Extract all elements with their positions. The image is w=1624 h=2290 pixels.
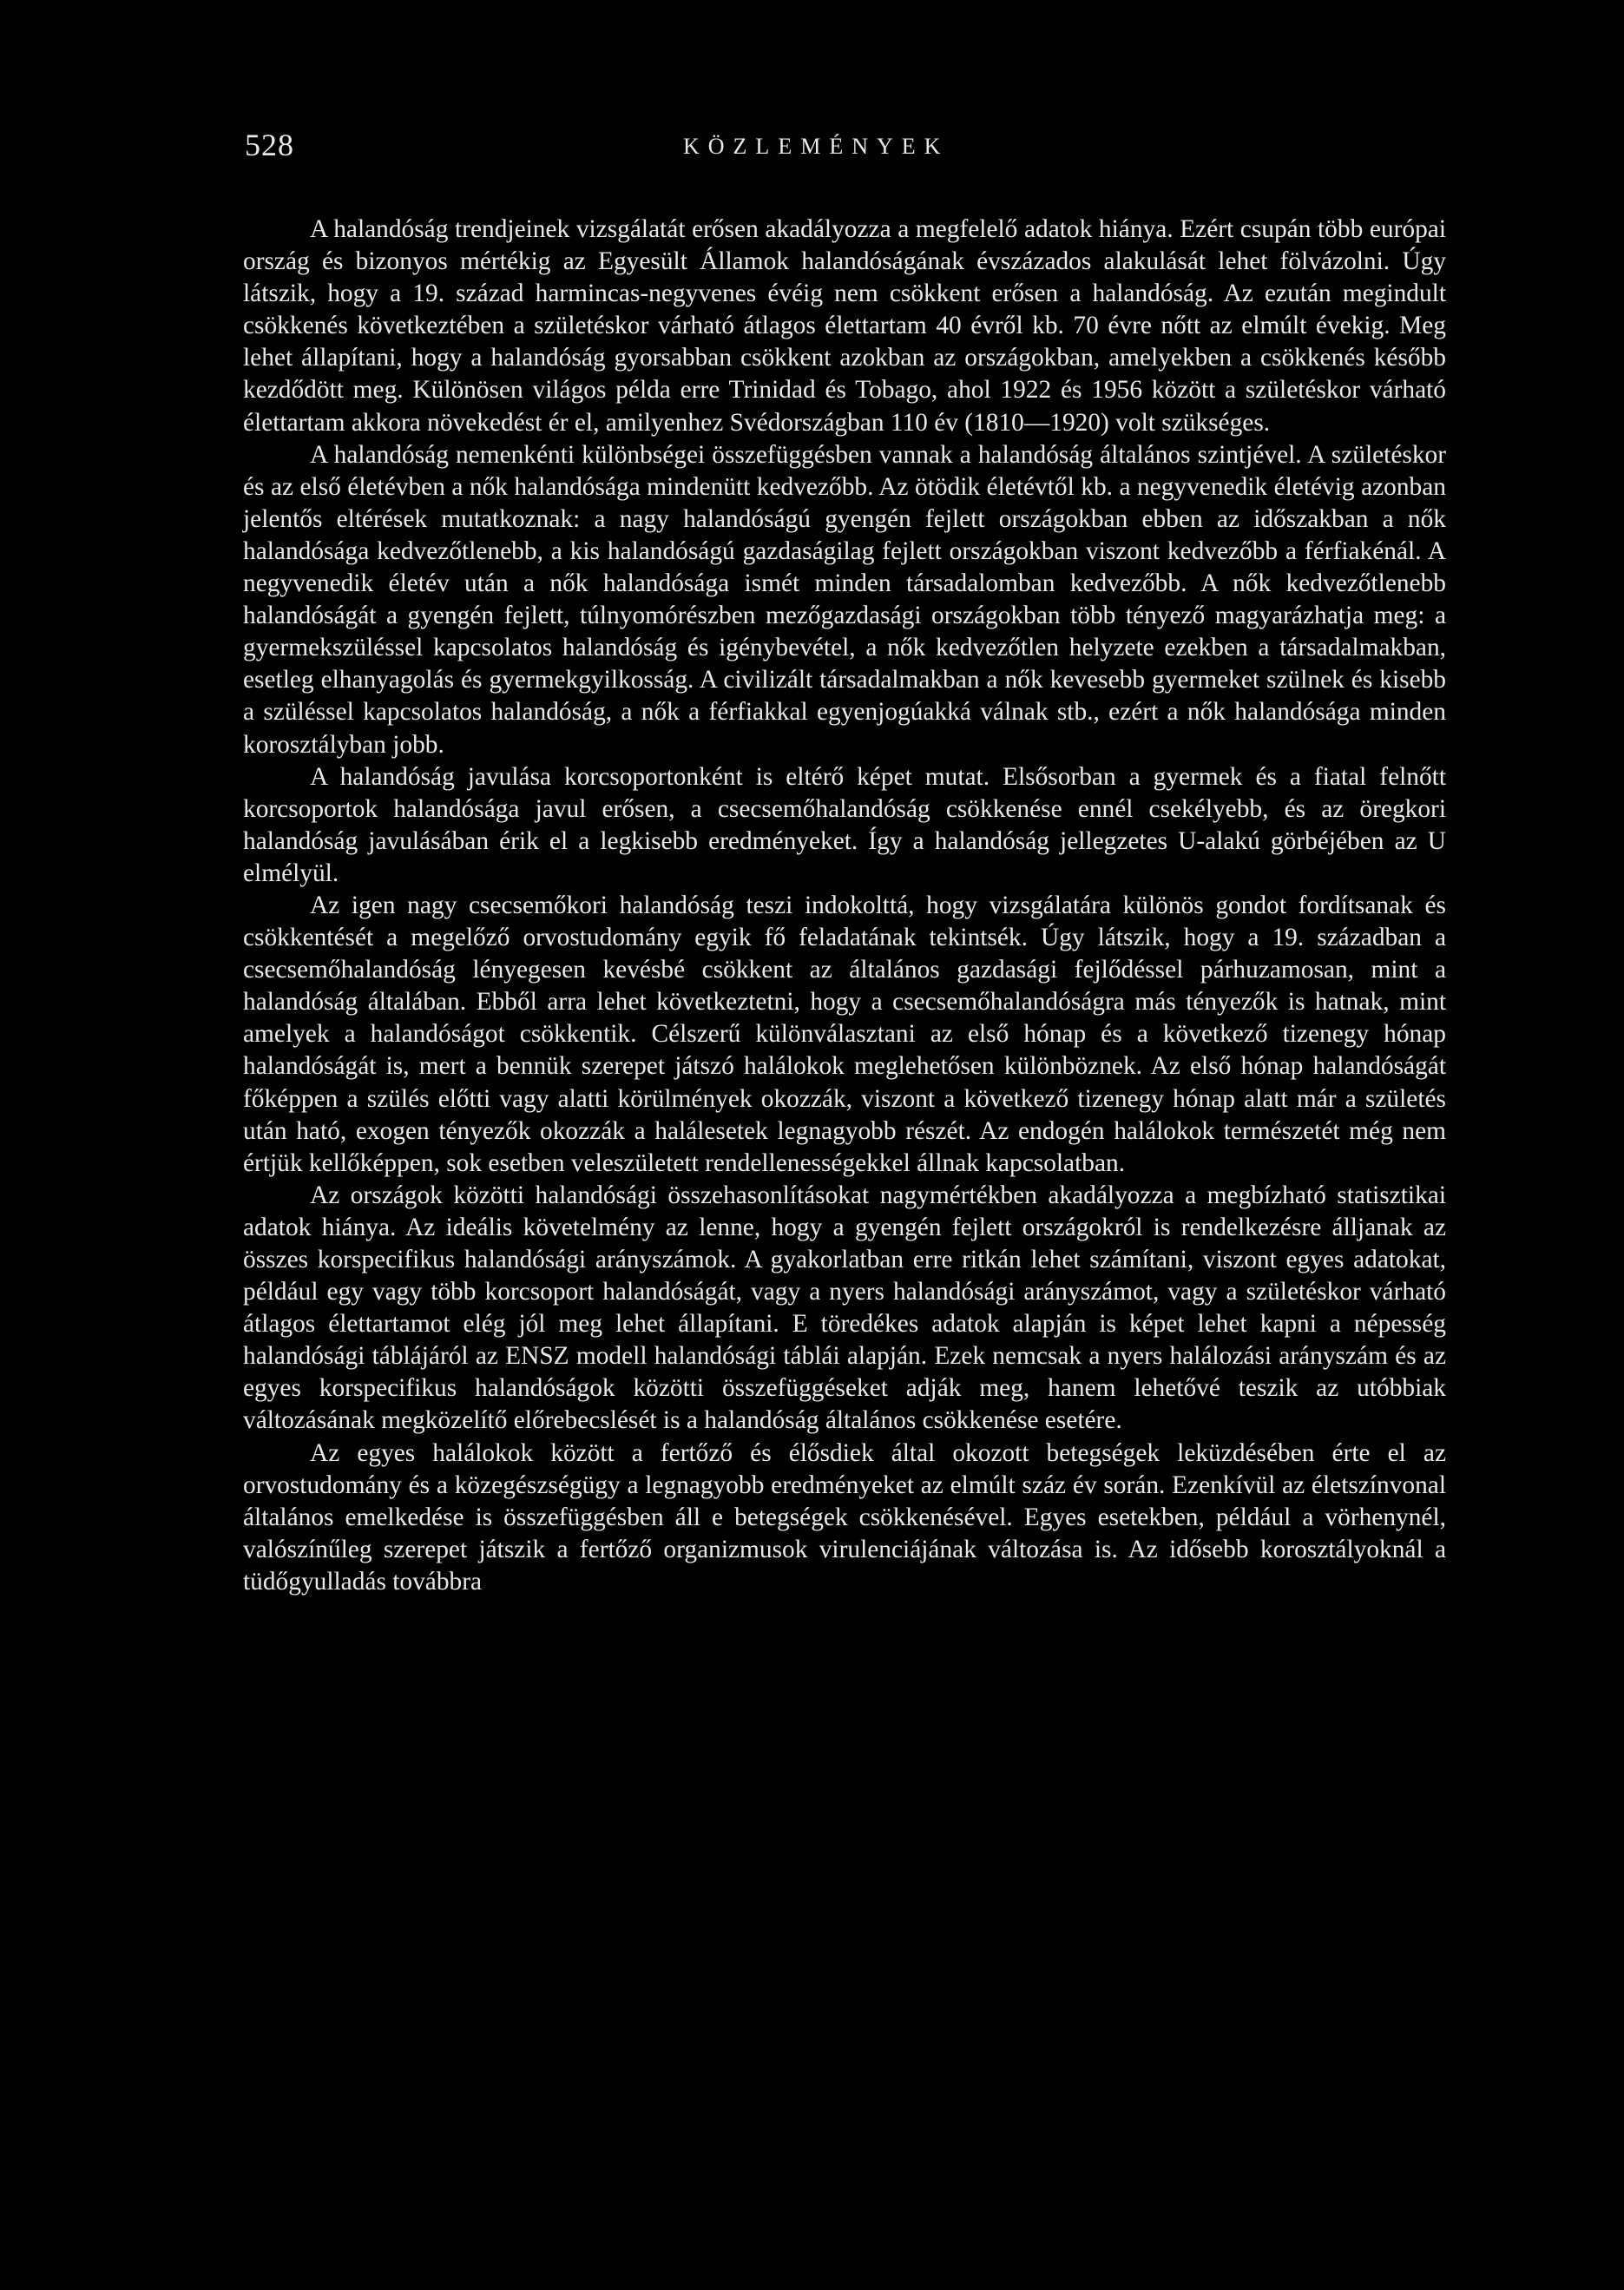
- page-number: 528: [245, 128, 294, 162]
- paragraph-international-comparison: Az országok közötti halandósági összehasonlításokat nagymértékben akadályozza a megbízható statisztikai adatok hiánya. Az ideális követelmény az lenne, hogy a gyengén fejlett országokról is rendelkezésre álljanak az összes korspecifikus halandósági arányszámok. A gyakorlatban erre ritkán lehet számítani, viszont egyes adatokat, például egy vagy több korcsoport halandóságát, vagy a nyers halandósági arányszámot, vagy a születéskor várható átlagos élettartamot elég jól meg lehet állapítani. E töredékes adatok alapján is képet lehet kapni a népesség halandósági táblájáról az ENSZ modell halandósági táblái alapján. Ezek nemcsak a nyers halálozási arányszám és az egyes korspecifikus halandóságok közötti összefüggéseket adják meg, hanem lehetővé teszik az utóbbiak változásának megközelítő előrebecslését is a halandóság általános csökkenése esetére.: [243, 1181, 1446, 1435]
- article-body: [243, 214, 1446, 1598]
- paragraph-age-groups: A halandóság javulása korcsoportonként is eltérő képet mutat. Elsősorban a gyermek és a fiatal felnőtt korcsoportok halandósága javul erősen, a csecsemőhalandóság csökkenése ennél csekélyebb, és az öregkori halandóság javulásában érik el a legkisebb eredményeket. Így a halandóság jellegzetes U-alakú görbéjében az U elmélyül.: [243, 762, 1446, 887]
- paragraph-sex-differences: A halandóság nemenkénti különbségei összefüggésben vannak a halandóság általános szintjével. A születéskor és az első életévben a nők halandósága mindenütt kedvezőbb. Az ötödik életévtől kb. a negyvenedik életévig azonban jelentős eltérések mutatkoznak: a nagy halandóságú gyengén fejlett országokban ebben az időszakban a nők halandósága kedvezőtlenebb, a kis halandóságú gazdaságilag fejlett országokban viszont kedvezőbb a férfiakénál. A negyvenedik életév után a nők halandósága ismét minden társadalomban kedvezőbb. A nők kedvezőtlenebb halandóságát a gyengén fejlett, túlnyomórészben mezőgazdasági országokban több tényező magyarázhatja meg: a gyermekszüléssel kapcsolatos halandóság és igénybevétel, a nők kedvezőtlen helyzete ezekben a társadalmakban, esetleg elhanyagolás és gyermekgyilkosság. A civilizált társadalmakban a nők kevesebb gyermeket szülnek és kisebb a szüléssel kapcsolatos halandóság, a nők a férfiakkal egyenjogúakká válnak stb., ezért a nők halandósága minden korosztályban jobb.: [243, 440, 1446, 759]
- running-title: KÖZLEMÉNYEK: [683, 134, 950, 159]
- paragraph-causes-of-death: Az egyes halálokok között a fertőző és élősdiek által okozott betegségek leküzdésében érte el az orvostudomány és a közegészségügy a legnagyobb eredményeket az elmúlt száz év során. Ezenkívül az életszínvonal általános emelkedése is összefüggésben áll e betegségek csökkenésével. Egyes esetekben, például a vörhenynél, valószínűleg szerepet játszik a fertőző organizmusok virulenciájának változása is. Az idősebb korosztályoknál a tüdőgyulladás továbbra: [243, 1438, 1446, 1596]
- paragraph-mortality-trends: A halandóság trendjeinek vizsgálatát erősen akadályozza a megfelelő adatok hiánya. Ezért csupán több európai ország és bizonyos mértékig az Egyesült Államok halandóságának évszázados alakulását lehet fölvázolni. Úgy látszik, hogy a 19. század harmincas-negyvenes évéig nem csökkent erősen a halandóság. Az ezután megindult csökkenés következtében a születéskor várható átlagos élettartam 40 évről kb. 70 évre nőtt az elmúlt évekig. Meg lehet állapítani, hogy a halandóság gyorsabban csökkent azokban az országokban, amelyekben a csökkenés később kezdődött meg. Különösen világos példa erre Trinidad és Tobago, ahol 1922 és 1956 között a születéskor várható élettartam akkora növekedést ér el, amilyenhez Svédországban 110 év (1810—1920) volt szükséges.: [243, 215, 1446, 437]
- paragraph-infant-mortality: Az igen nagy csecsemőkori halandóság teszi indokolttá, hogy vizsgálatára különös gondot fordítsanak és csökkentését a megelőző orvostudomány egyik fő feladatának tekintsék. Úgy látszik, hogy a 19. században a csecsemőhalandóság lényegesen kevésbé csökkent az általános gazdasági fejlődéssel párhuzamosan, mint a halandóság általában. Ebből arra lehet következtetni, hogy a csecsemőhalandóságra más tényezők is hatnak, mint amelyek a halandóságot csökkentik. Célszerű különválasztani az első hónap és a következő tizenegy hónap halandóságát is, mert a bennük szerepet játszó halálokok meglehetősen különböznek. Az első hónap halandóságát főképpen a szülés előtti vagy alatti körülmények okozzák, viszont a következő tizenegy hónap alatt már a születés után ható, exogen tényezők okozzák a halálesetek legnagyobb részét. Az endogén halálokok természetét még nem értjük kellőképpen, sok esetben veleszületett rendellenességekkel állnak kapcsolatban.: [243, 891, 1446, 1177]
- page-header: [245, 127, 1443, 170]
